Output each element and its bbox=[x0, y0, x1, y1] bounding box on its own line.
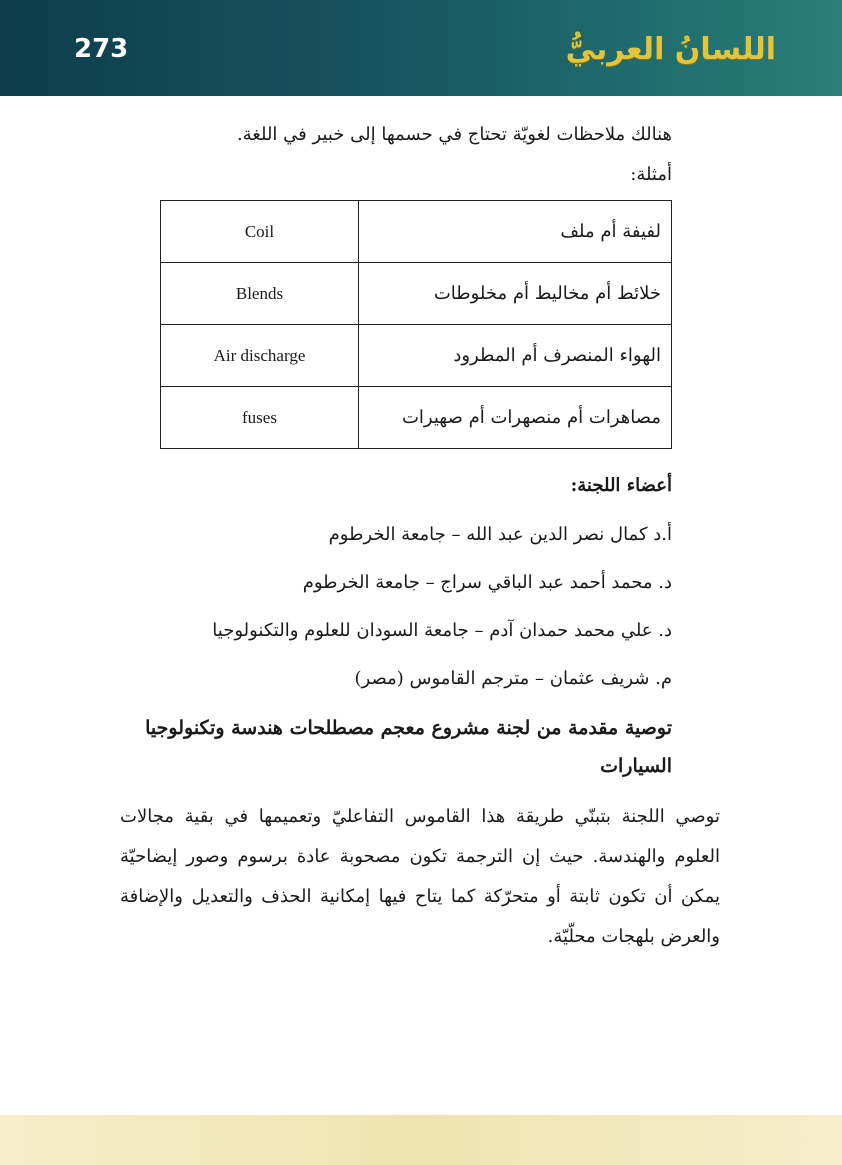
list-item: د. محمد أحمد عبد الباقي سراج – جامعة الخرطوم bbox=[302, 572, 672, 593]
table-row bbox=[161, 387, 672, 449]
arabic-term-cell: مصاهرات أم منصهرات أم صهيرات bbox=[359, 387, 672, 449]
page-footer bbox=[0, 1115, 842, 1165]
terms-table bbox=[160, 200, 672, 449]
table-row bbox=[161, 201, 672, 263]
page-number: 273 bbox=[74, 34, 129, 64]
page-content bbox=[120, 118, 720, 957]
page-header bbox=[0, 0, 842, 96]
english-term-cell: Coil bbox=[161, 201, 359, 263]
english-term-cell: fuses bbox=[161, 387, 359, 449]
english-term-cell: Blends bbox=[161, 263, 359, 325]
table-row bbox=[161, 263, 672, 325]
english-term-cell: Air discharge bbox=[161, 325, 359, 387]
journal-logo: اللسانُ العربيُّ bbox=[565, 31, 776, 67]
arabic-term-cell: خلائط أم مخاليط أم مخلوطات bbox=[359, 263, 672, 325]
members-list bbox=[120, 511, 672, 703]
examples-label: أمثلة: bbox=[630, 164, 672, 185]
list-item: أ.د كمال نصر الدين عبد الله – جامعة الخرطوم bbox=[328, 524, 672, 545]
arabic-term-cell: الهواء المنصرف أم المطرود bbox=[359, 325, 672, 387]
members-title: أعضاء اللجنة: bbox=[570, 475, 672, 496]
list-item: م. شريف عثمان – مترجم القاموس (مصر) bbox=[354, 668, 672, 689]
table-row bbox=[161, 325, 672, 387]
recommendation-title: توصية مقدمة من لجنة مشروع معجم مصطلحات هندسة وتكنولوجيا السيارات bbox=[145, 717, 672, 777]
recommendation-body: توصي اللجنة بتبنّي طريقة هذا القاموس التفاعليّ وتعميمها في بقية مجالات العلوم والهندسة. حيث إن الترجمة تكون مصحوبة عادة برسوم وصور إيضاحيّة يمكن أن تكون ثابتة أو متحرّكة كما يتاح فيها إمكانية الحذف والتعديل والإضافة والعرض بلهجات محلّيّة. bbox=[120, 806, 720, 947]
arabic-term-cell: لفيفة أم ملف bbox=[359, 201, 672, 263]
intro-paragraph: هنالك ملاحظات لغويّة تحتاج في حسمها إلى خبير في اللغة. bbox=[236, 124, 672, 145]
list-item: د. علي محمد حمدان آدم – جامعة السودان للعلوم والتكنولوجيا bbox=[212, 620, 672, 641]
